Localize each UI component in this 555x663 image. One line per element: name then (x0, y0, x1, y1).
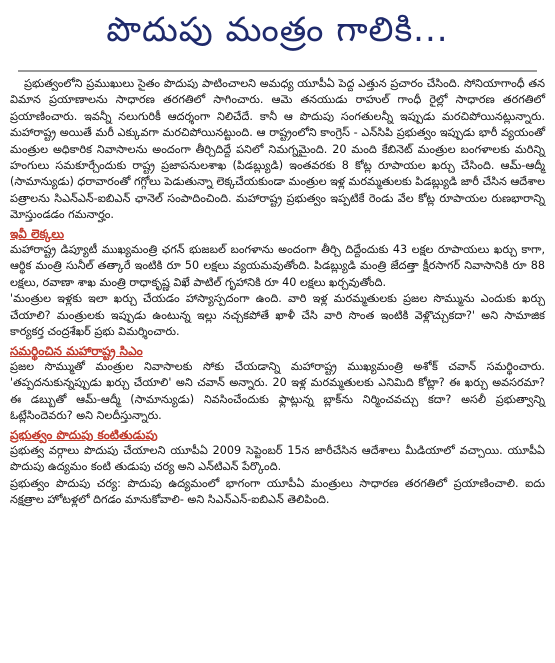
section-paragraph: ప్రభుత్వ వర్గాలు పొదుపు చేయాలని యూపీఏ 2009 సెప్టెంబర్ 15న జారీచేసిన ఆదేశాలు మీడియాలో వచ్చాయి. యూపీఏ పొదుపు ఉద్యమం కంటి తుడుపు చర్య అని ఎన్‌టిఎన్ పేర్కొంది. (10, 443, 545, 474)
section-paragraph: ప్రభుత్వం పొదుపు చర్య: పొదుపు ఉద్యమంలో భాగంగా యూపీఏ మంత్రులు సాధారణ తరగతిలో ప్రయాణించాలి. ఐదు నక్షత్రాల హోటళ్లలో దిగడం మానుకోవాలి- అని సిఎన్ఎన్-ఐబిఎన్ తెలిపింది. (10, 476, 545, 507)
section-paragraph: మహారాష్ట్ర డిప్యూటీ ముఖ్యమంత్రి ఛగన్ భుజబల్ బంగళాను అందంగా తీర్చి దిద్దేందుకు 43 లక్షల రూపాయలు ఖర్చు కాగా, ఆర్థిక మంత్రి సునీల్ తత్కారే ఇంటికి రూ 50 లక్షలు వ్యయమవుతోంది. పిడబ్ల్యుడి మంత్రి జేదత్తా క్షీరసాగర్ నివాసానికి రూ 88 లక్షలు, రవాణా శాఖ మంత్రి రాధాకృష్ణ విఖే పాటిల్ గృహానికి రూ 40 లక్షలు ఖర్చవుతోంది. (10, 243, 545, 289)
article-body (10, 76, 545, 509)
section-heading-cm-defends: సమర్థించిన మహారాష్ట్ర సిఎం (10, 343, 143, 358)
intro-paragraph: ప్రభుత్వంలోని ప్రముఖులు సైతం పొదుపు పాటించాలని అమధ్య యూపీఏ పెద్ద ఎత్తున ప్రచారం చేసింది. సోనియాగాంధీ తన విమాన ప్రయాణాలను సాధారణ తరగతిలో సాగించారు. ఆమె తనయుడు రాహుల్ గాంధీ రైల్లో సాధారణ తరగతిలో ప్రయాణించారు. ఇవన్నీ నలుగురికీ ఆదర్శంగా నిలిచేదే. కానీ ఆ పొదుపు సంగతులన్నీ ఇప్పుడు మరచిపోయినట్లున్నారు. మహారాష్ట్ర అయితే మరీ ఎక్కువగా మరచిపోయినట్టుంది. ఆ రాష్ట్రంలోని కాంగ్రెస్ - ఎన్‌సిపి ప్రభుత్వం ఇప్పుడు భారీ వ్యయంతో మంత్రుల అధికారిక నివాసాలను అందంగా తీర్చిదిద్దే పనిలో నిమగ్నమైంది. 20 మంది కేబినెట్ మంత్రుల బంగళాలకు మరిన్ని హంగులు సమకూర్చేందుకు రాష్ట్ర ప్రజాపనులశాఖ (పిడబ్ల్యుడి) ఇంతవరకు 8 కోట్ల రూపాయల ఖర్చు చేసింది. ఆమ్-ఆద్మీ (సామాన్యుడు) ధరావారంతో గగ్గోలు పెడుతున్నా లెక్కచేయకుండా మంత్రుల ఇళ్ల మరమ్మతులకు పిడబ్ల్యుడి జారీ చేసిన ఆదేశాల పత్రాలను సిఎన్ఎన్-ఐబిఎన్ ఛానెల్ సంపాదించింది. మహారాష్ట్ర ప్రభుత్వం ఇప్పటికే రెండు వేల కోట్ల రూపాయల రుణభారాన్ని మోస్తుండడం గమనార్హం. (10, 77, 546, 222)
section-heading-figures: ఇవీ లెక్కలు (10, 226, 65, 241)
section-heading-austerity-eyewash: ప్రభుత్వం పొదుపు కంటితుడుపు (10, 427, 158, 442)
section-paragraph: ప్రజల సొమ్ముతో మంత్రుల నివాసాలకు సోకు చేయడాన్ని మహారాష్ట్ర ముఖ్యమంత్రి అశోక్ చవాన్ సమర్థించారు. 'తప్పదనుకున్నప్పుడు ఖర్చు చేయాలి' అని చవాన్ అన్నారు. 20 ఇళ్ల మరమ్మతులకు ఎనిమిది కోట్లా? ఈ ఖర్చు అవసరమా? ఈ డబ్బుతో ఆమ్-ఆద్మీ (సామాన్యుడు) నివసించేందుకు ఫ్లాట్లున్న బ్లాక్‌ను నిర్మించవచ్చు కదా? అసలీ ప్రభుత్వాన్ని ఓట్లేసిందెవరు? అని నిలదీస్తున్నారు. (10, 359, 545, 423)
headline: పొదుపు మంత్రం గాలికి... (106, 10, 449, 50)
section-paragraph: 'మంత్రుల ఇళ్లకు ఇలా ఖర్చు చేయడం హాస్యాస్పదంగా ఉంది. వారి ఇళ్ల మరమ్మతులకు ప్రజల సొమ్మును ఎందుకు ఖర్చు చేయాలి? మంత్రులకు ఇప్పుడు ఉంటున్న ఇల్లు నచ్చకపోతే ఖాళీ చేసి వారి సొంత ఇంటికి వెళ్లొచ్చుకదా?' అని సామాజిక కార్యకర్త చంద్రశేఖర్ ప్రభు విమర్శించారు. (10, 292, 545, 339)
headline-divider (18, 70, 537, 72)
